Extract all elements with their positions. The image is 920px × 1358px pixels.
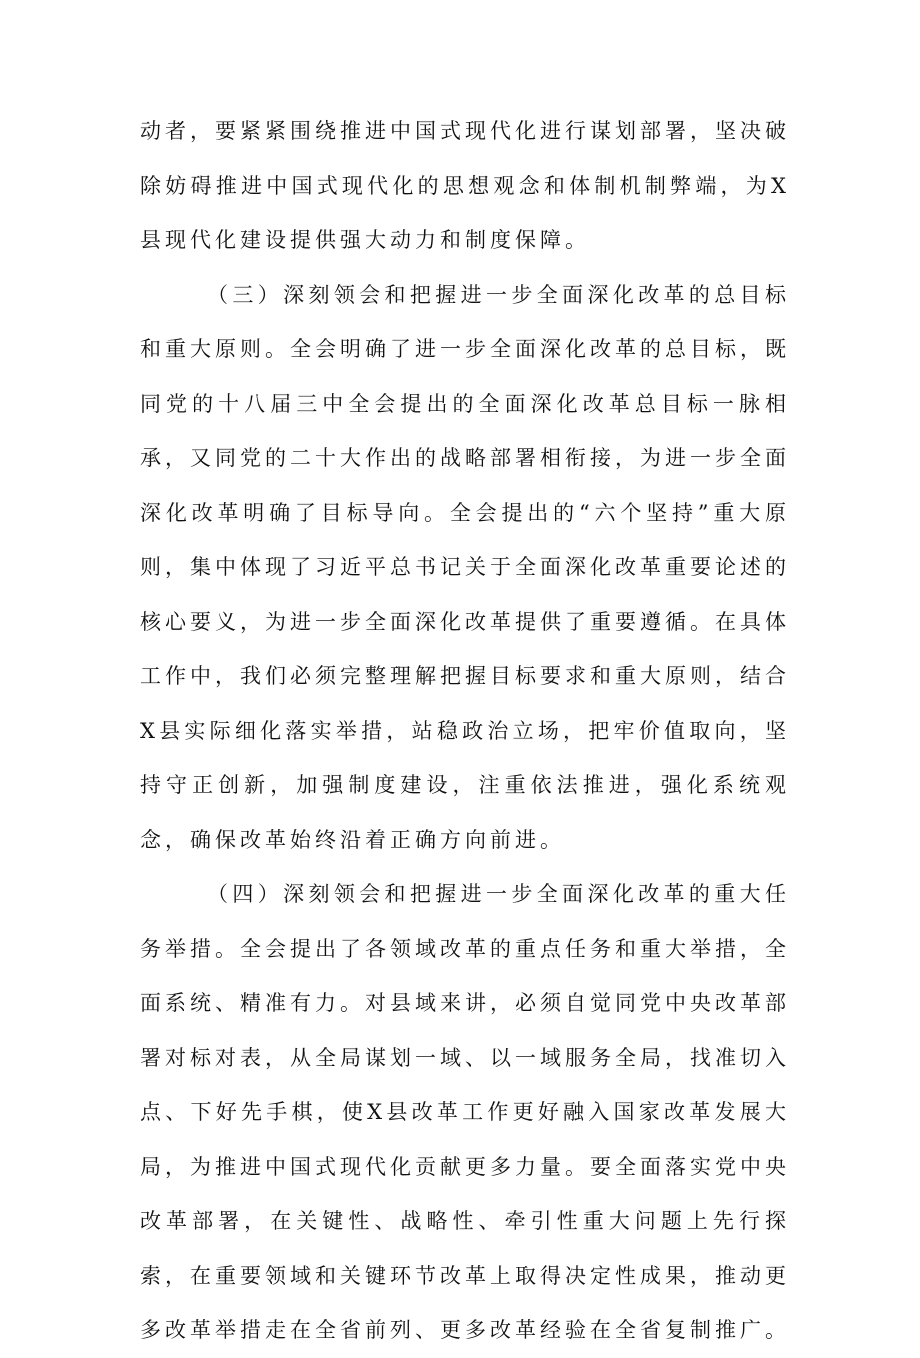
paragraph-section-three: （三）深刻领会和把握进一步全面深化改革的总目标和重大原则。全会明确了进一步全面深化改革的总目标，既同党的十八届三中全会提出的全面深化改革总目标一脉相承，又同党的二十大作出的战略部署相衔接，为进一步全面深化改革明确了目标导向。全会提出的“六个坚持”重大原则，集中体现了习近平总书记关于全面深化改革重要论述的核心要义，为进一步全面深化改革提供了重要遵循。在具体工作中，我们必须完整理解把握目标要求和重大原则，结合X县实际细化落实举措，站稳政治立场，把牢价值取向，坚持守正创新，加强制度建设，注重依法推进，强化系统观念，确保改革始终沿着正确方向前进。: [140, 282, 790, 852]
document-body: [140, 104, 790, 1358]
paragraph-continuation: 动者，要紧紧围绕推进中国式现代化进行谋划部署，坚决破除妨碍推进中国式现代化的思想观念和体制机制弊端，为X县现代化建设提供强大动力和制度保障。: [140, 119, 790, 252]
paragraph-section-four: （四）深刻领会和把握进一步全面深化改革的重大任务举措。全会提出了各领域改革的重点任务和重大举措，全面系统、精准有力。对县域来讲，必须自觉同党中央改革部署对标对表，从全局谋划一域、以一域服务全局，找准切入点、下好先手棋，使X县改革工作更好融入国家改革发展大局，为推进中国式现代化贡献更多力量。要全面落实党中央改革部署，在关键性、战略性、牵引性重大问题上先行探索，在重要领域和关键环节改革上取得决定性成果，推动更多改革举措走在全省前列、更多改革经验在全省复制推广。: [140, 882, 790, 1342]
